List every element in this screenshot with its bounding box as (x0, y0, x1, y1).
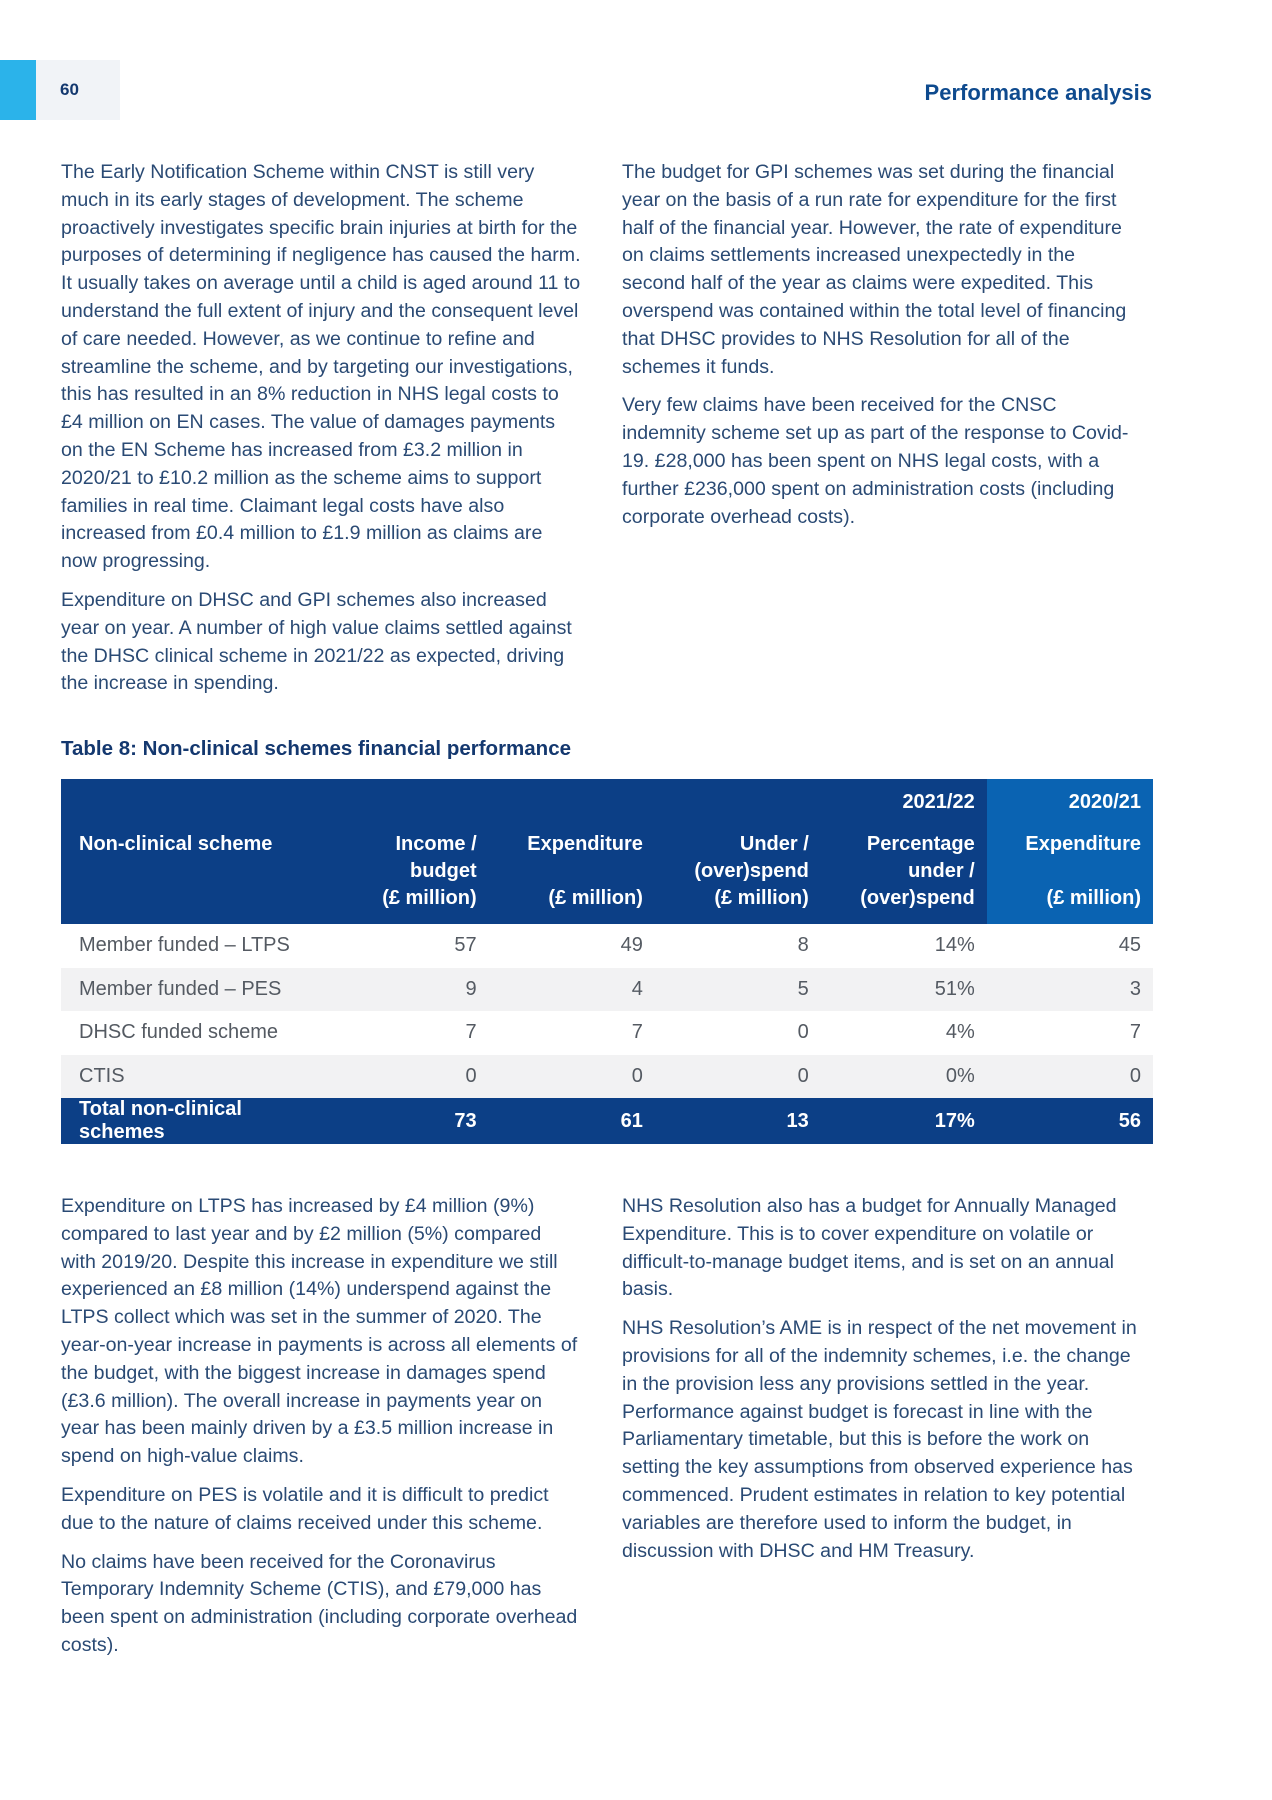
section-title: Performance analysis (924, 80, 1152, 105)
page-tab-marker (0, 60, 36, 120)
cell-underspend: 0 (655, 1055, 821, 1099)
table-year-row (61, 779, 1153, 831)
cell-income: 9 (334, 968, 488, 1012)
table-title: Table 8: Non-clinical schemes financial performance (61, 737, 572, 760)
paragraph-ame-budget: NHS Resolution also has a budget for Annually Managed Expenditure. This is to cover expenditure on volatile or difficult-to-manage budget items, and is set on an annual basis. (622, 1195, 1117, 1301)
cell-income: 57 (454, 934, 477, 957)
cell-underspend: 0 (797, 1021, 809, 1044)
financial-performance-table (61, 779, 1153, 1144)
cell-expenditure: 49 (620, 934, 643, 957)
cell-prior-expenditure: 3 (987, 968, 1153, 1012)
paragraph-ame-provisions: NHS Resolution’s AME is in respect of the net movement in provisions for all of the indemnity schemes, i.e. the change in the provision less any provisions settled in the year. Performance against budget is forecast in line with the Parliamentary timetable, but this is before the work on setting the key assumptions from observed experience has commenced. Prudent estimates in relation to key potential variables are therefore used to inform the budget, in discussion with DHSC and HM Treasury. (622, 1317, 1137, 1562)
paragraph-gpi-budget: The budget for GPI schemes was set during the financial year on the basis of a run rate for expenditure for the first half of the financial year. However, the rate of expenditure on claims settlements increased unexpectedly in the second half of the year as claims were expedited. This overspend was contained within the total level of financing that DHSC provides to NHS Resolution for all of the schemes it funds. (622, 161, 1127, 378)
cell-total-prior-expenditure: 56 (987, 1098, 1153, 1144)
table-row (61, 1011, 1153, 1055)
bottom-left-column (61, 1193, 581, 1671)
cell-income: 0 (334, 1055, 488, 1099)
cell-percentage: 51% (821, 968, 987, 1012)
cell-scheme: Member funded – PES (61, 968, 334, 1012)
table-header-row (61, 831, 1153, 924)
cell-underspend: 8 (797, 934, 809, 957)
table-row (61, 968, 1153, 1012)
cell-total-label: Total non-clinical schemes (61, 1098, 334, 1144)
cell-percentage: 0% (821, 1055, 987, 1099)
column-header-percentage: Percentage under / (over)spend (821, 831, 987, 924)
cell-percentage: 4% (945, 1021, 975, 1044)
paragraph-ctis-claims: No claims have been received for the Coronavirus Temporary Indemnity Scheme (CTIS), and £79,000 has been spent on administration (including corporate overhead costs). (61, 1550, 578, 1656)
year-spacer (334, 779, 488, 831)
table-row (61, 1055, 1153, 1099)
cell-expenditure: 0 (489, 1055, 655, 1099)
top-left-column (61, 159, 581, 709)
year-prior-label: 2020/21 (987, 779, 1153, 831)
cell-total-percentage: 17% (821, 1098, 987, 1144)
cell-expenditure: 7 (631, 1021, 643, 1044)
cell-total-expenditure: 61 (489, 1098, 655, 1144)
cell-expenditure: 4 (489, 968, 655, 1012)
paragraph-early-notification: The Early Notification Scheme within CNST is still very much in its early stages of development. The scheme proactively investigates specific brain injuries at birth for the purposes of determining if negligence has caused the harm. It usually takes on average until a child is aged around 11 to understand the full extent of injury and the consequent level of care needed. However, as we continue to refine and streamline the scheme, and by targeting our investigations, this has resulted in an 8% reduction in NHS legal costs to £4 million on EN cases. The value of damages payments on the EN Scheme has increased from £3.2 million in 2020/21 to £10.2 million as the scheme aims to support families in real time. Claimant legal costs have also increased from £0.4 million to £1.9 million as claims are now progressing. (61, 161, 581, 573)
column-header-prior-expenditure: Expenditure (£ million) (987, 831, 1153, 924)
cell-percentage: 14% (934, 934, 975, 957)
column-header-underspend: Under / (over)spend (£ million) (655, 831, 821, 924)
cell-prior-expenditure: 45 (1118, 934, 1141, 957)
column-header-income: Income / budget (£ million) (334, 831, 488, 924)
cell-prior-expenditure: 0 (987, 1055, 1153, 1099)
table-row (61, 924, 1153, 968)
year-current-label: 2021/22 (821, 779, 987, 831)
column-header-expenditure: Expenditure (£ million) (489, 831, 655, 924)
cell-scheme: Member funded – LTPS (79, 934, 290, 957)
bottom-right-column (622, 1193, 1142, 1576)
year-spacer (655, 779, 821, 831)
paragraph-dhsc-gpi-expenditure: Expenditure on DHSC and GPI schemes also increased year on year. A number of high value claims settled against the DHSC clinical scheme in 2021/22 as expected, driving the increase in spending. (61, 588, 572, 695)
cell-scheme: DHSC funded scheme (79, 1021, 278, 1044)
year-spacer (489, 779, 655, 831)
page-number: 60 (60, 80, 79, 99)
paragraph-ltps-expenditure: Expenditure on LTPS has increased by £4 million (9%) compared to last year and by £2 million (5%) compared with 2019/20. Despite this increase in expenditure we still experienced an £8 million (14%) underspend against the LTPS collect which was set in the summer of 2020. The year-on-year increase in payments is across all elements of the budget, with the biggest increase in damages spend (£3.6 million). The overall increase in payments year on year has been mainly driven by a £3.5 million increase in spend on high-value claims. (61, 1195, 578, 1468)
cell-underspend: 5 (655, 968, 821, 1012)
cell-total-underspend: 13 (655, 1098, 821, 1144)
cell-income: 7 (465, 1021, 477, 1044)
paragraph-pes-volatility: Expenditure on PES is volatile and it is difficult to predict due to the nature of claims received under this scheme. (61, 1483, 549, 1534)
top-right-column (622, 159, 1142, 542)
paragraph-cnsc-claims: Very few claims have been received for the CNSC indemnity scheme set up as part of the response to Covid-19. £28,000 has been spent on NHS legal costs, with a further £236,000 spent on administration costs (including corporate overhead costs). (622, 394, 1129, 528)
cell-scheme: CTIS (61, 1055, 334, 1099)
year-spacer (61, 779, 334, 831)
cell-total-income: 73 (334, 1098, 488, 1144)
table-total-row (61, 1098, 1153, 1144)
cell-prior-expenditure: 7 (1129, 1021, 1141, 1044)
column-header-scheme: Non-clinical scheme (61, 831, 334, 924)
